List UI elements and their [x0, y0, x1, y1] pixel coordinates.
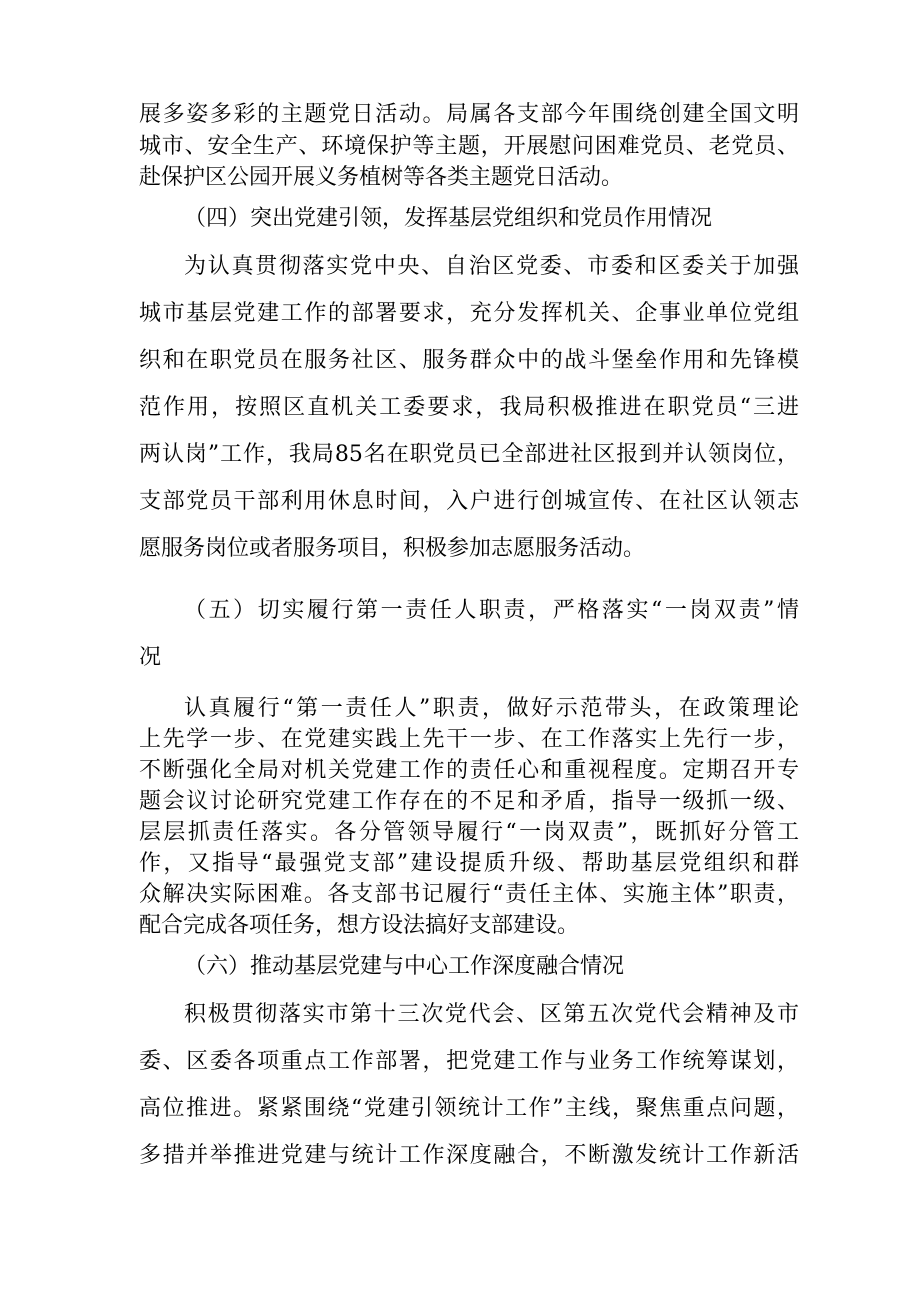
paragraph-line: 赴保护区公园开展义务植树等各类主题党日活动。 — [139, 165, 624, 190]
paragraph-line: 织和在职党员在服务社区、服务群众中的战斗堡垒作用和先锋模 — [139, 348, 799, 373]
paragraph-line: 城市、安全生产、环境保护等主题，开展慰问困难党员、老党员、 — [139, 134, 799, 159]
section-heading-6: （六）推动基层党建与中心工作深度融合情况 — [184, 954, 625, 979]
paragraph-line: 愿服务岗位或者服务项目，积极参加志愿服务活动。 — [139, 536, 646, 561]
paragraph-line: 多措并举推进党建与统计工作深度融合，不断激发统计工作新活 — [139, 1143, 799, 1168]
paragraph-line: 为认真贯彻落实党中央、自治区党委、市委和区委关于加强 — [184, 254, 799, 279]
paragraph-line: 配合完成各项任务，想方设法搞好支部建设。 — [139, 913, 580, 938]
paragraph-line: 委、区委各项重点工作部署，把党建工作与业务工作统筹谋划， — [139, 1049, 799, 1074]
paragraph-line: 积极贯彻落实市第十三次党代会、区第五次党代会精神及市 — [184, 1002, 799, 1027]
section-heading-5-continued: 况 — [139, 645, 162, 670]
paragraph-line: 作，又指导“最强党支部”建设提质升级、帮助基层党组织和群 — [139, 851, 799, 876]
paragraph-line: 认真履行“第一责任人”职责，做好示范带头，在政策理论 — [184, 696, 799, 721]
paragraph-line: 两认岗”工作，我局85名在职党员已全部进社区报到并认领岗位， — [139, 442, 799, 467]
paragraph-line: 众解决实际困难。各支部书记履行“责任主体、实施主体”职责， — [139, 882, 799, 907]
paragraph-line: 范作用，按照区直机关工委要求，我局积极推进在职党员“三进 — [139, 395, 799, 420]
paragraph-line: 层层抓责任落实。各分管领导履行“一岗双责”，既抓好分管工 — [139, 820, 799, 845]
paragraph-line: 支部党员干部利用休息时间，入户进行创城宣传、在社区认领志 — [139, 489, 799, 514]
paragraph-line: 展多姿多彩的主题党日活动。局属各支部今年围绕创建全国文明 — [139, 102, 799, 127]
section-heading-5: （五）切实履行第一责任人职责，严格落实“一岗双责”情 — [184, 598, 799, 623]
paragraph-line: 上先学一步、在党建实践上先干一步、在工作落实上先行一步， — [139, 727, 799, 752]
section-heading-4: （四）突出党建引领，发挥基层党组织和党员作用情况 — [184, 206, 713, 231]
paragraph-line: 不断强化全局对机关党建工作的责任心和重视程度。定期召开专 — [139, 758, 799, 783]
paragraph-line: 题会议讨论研究党建工作存在的不足和矛盾，指导一级抓一级、 — [139, 789, 799, 814]
paragraph-line: 城市基层党建工作的部署要求，充分发挥机关、企事业单位党组 — [139, 301, 799, 326]
paragraph-line: 高位推进。紧紧围绕“党建引领统计工作”主线，聚焦重点问题， — [139, 1096, 799, 1121]
